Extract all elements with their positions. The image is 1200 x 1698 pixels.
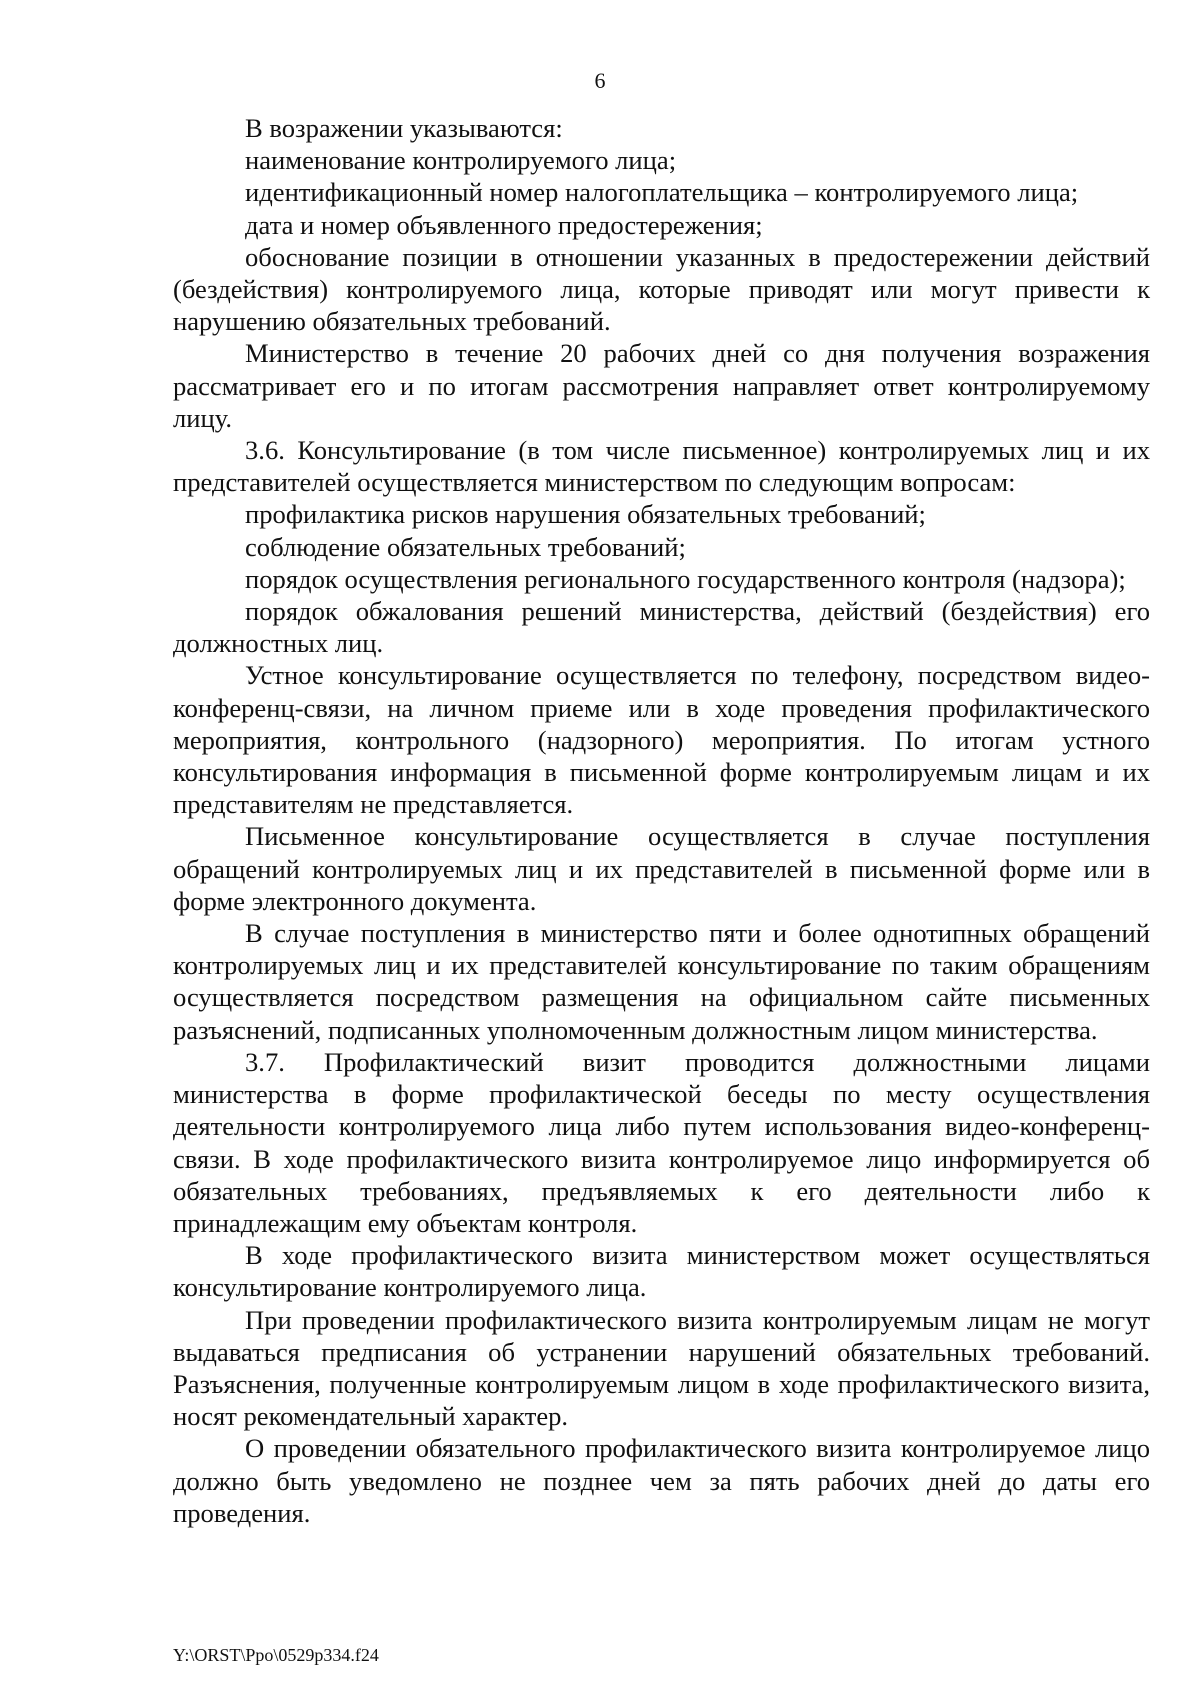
footer-file-path: Y:\ORST\Ppo\0529p334.f24 <box>173 1645 379 1665</box>
paragraph-visit-no-orders: При проведении профилактического визита контролируемым лицам не могут выдаваться предписания об устранении нарушений обязательных требований. Разъяснения, полученные контролируемым лицом в ходе профилактического визита, носят рекомендательный характер. <box>173 1304 1150 1432</box>
paragraph-objection-name: наименование контролируемого лица; <box>245 145 677 176</box>
paragraph-topic-compliance: соблюдение обязательных требований; <box>245 531 686 562</box>
paragraph-oral-consulting: Устное консультирование осуществляется по телефону, посредством видео-конференц-связи, на личном приеме или в ходе проведения профилактического мероприятия, контрольного (надзорного) мероприятия. По итогам устного консультирования информация в письменной форме контролируемым лицам и их представителям не представляется. <box>173 660 1150 820</box>
paragraph-ministry-response: Министерство в течение 20 рабочих дней со дня получения возражения рассматривает его и по итогам рассмотрения направляет ответ контролируемому лицу. <box>173 338 1150 433</box>
paragraph-section-3-6: 3.6. Консультирование (в том числе письменное) контролируемых лиц и их представителей осуществляется министерством по следующим вопросам: <box>173 435 1150 498</box>
paragraph-topic-appeal-procedure: порядок обжалования решений министерства, действий (бездействия) его должностных лиц. <box>173 596 1150 659</box>
paragraph-objection-intro: В возражении указываются: <box>245 113 563 143</box>
page-number: 6 <box>594 68 606 93</box>
paragraph-bulk-requests: В случае поступления в министерство пяти и более однотипных обращений контролируемых лиц и их представителей консультирование по таким обращениям осуществляется посредством размещения на официальном сайте письменных разъяснений, подписанных уполномоченным должностным лицом министерства. <box>173 918 1150 1045</box>
paragraph-objection-justification: обоснование позиции в отношении указанных в предостережении действий (бездействия) контролируемого лица, которые приводят или могут привести к нарушению обязательных требований. <box>173 241 1150 337</box>
paragraph-section-3-7: 3.7. Профилактический визит проводится должностными лицами министерства в форме профилактической беседы по месту осуществления деятельности контролируемого лица либо путем использования видео-конференц-связи. В ходе профилактического визита контролируемое лицо информируется об обязательных требованиях, предъявляемых к его деятельности либо к принадлежащим ему объектам контроля. <box>173 1046 1150 1238</box>
document-body <box>173 112 1150 1529</box>
paragraph-topic-risk-prevention: профилактика рисков нарушения обязательных требований; <box>245 499 926 530</box>
paragraph-written-consulting: Письменное консультирование осуществляется в случае поступления обращений контролируемых лиц и их представителей в письменной форме или в форме электронного документа. <box>173 821 1150 916</box>
paragraph-mandatory-visit-notice: О проведении обязательного профилактического визита контролируемое лицо должно быть уведомлено не позднее чем за пять рабочих дней до даты его проведения. <box>173 1433 1150 1528</box>
paragraph-visit-consulting: В ходе профилактического визита министерством может осуществляться консультирование контролируемого лица. <box>173 1240 1150 1303</box>
paragraph-objection-inn: идентификационный номер налогоплательщика – контролируемого лица; <box>245 177 1079 208</box>
paragraph-topic-control-procedure: порядок осуществления регионального государственного контроля (надзора); <box>245 563 1126 594</box>
paragraph-objection-date: дата и номер объявленного предостережения; <box>245 209 763 240</box>
